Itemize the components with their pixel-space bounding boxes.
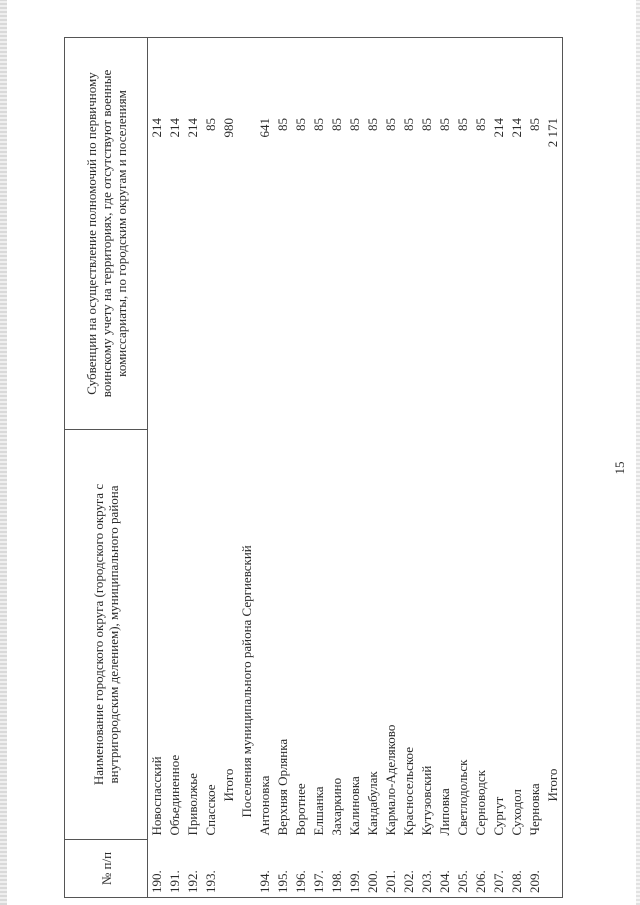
row-name: Красносельское [401,747,416,836]
row-num: 197. [310,840,328,898]
table-row [436,38,454,898]
row-value: 85 [472,38,490,430]
row-value: 85 [400,38,418,430]
row-name: Суходол [509,789,524,836]
row-value: 85 [418,38,436,430]
row-name: Итого [221,768,236,802]
row-num: 207. [490,840,508,898]
row-value: 214 [508,38,526,430]
table-body [148,38,563,898]
row-name: Серноводск [473,770,488,836]
row-name: Итого [544,430,563,840]
row-num: 191. [166,840,184,898]
header-num: № п/п [65,840,148,898]
row-num: 201. [382,840,400,898]
row-value: 85 [274,38,292,430]
row-num: 196. [292,840,310,898]
table-row [328,38,346,898]
row-name: Липовка [437,788,452,836]
row-name: Кармало-Аделяково [383,724,398,836]
table-row [400,38,418,898]
row-name: Спасское [203,784,218,836]
row-name: Объединенное [167,754,182,836]
header-name: Наименование городского округа (городского округа с внутригородским делением), муниципального района [65,430,148,840]
table-row [310,38,328,898]
row-value: 85 [526,38,544,430]
row-num: 192. [184,840,202,898]
row-value: 214 [184,38,202,430]
row-num: 203. [418,840,436,898]
row-name: Черновка [527,783,542,836]
row-name: Поселения муниципального района Сергиевский [239,545,254,818]
row-num: 190. [148,840,167,898]
row-num: 202. [400,840,418,898]
table-row [454,38,472,898]
table-row [220,38,238,898]
row-num: 200. [364,840,382,898]
row-value: 214 [490,38,508,430]
row-value: 85 [364,38,382,430]
row-value: 85 [382,38,400,430]
row-name: Кутузовский [419,765,434,836]
table-row [292,38,310,898]
row-num: 199. [346,840,364,898]
subsidy-table [64,37,563,898]
table-row [544,38,563,898]
row-name: Приволжье [185,773,200,836]
row-value: 214 [148,38,167,430]
row-name: Воротнее [293,783,308,836]
scan-edge-left [0,0,7,905]
table-row [148,38,167,898]
row-value [238,38,256,430]
row-num: 194. [256,840,274,898]
row-value: 85 [436,38,454,430]
table-row [238,38,256,898]
table-header-row [65,38,148,898]
row-num: 193. [202,840,220,898]
row-num [220,840,238,898]
row-value: 85 [454,38,472,430]
row-num: 204. [436,840,454,898]
row-value: 85 [328,38,346,430]
table-row [202,38,220,898]
table-row [490,38,508,898]
rotated-page [64,38,627,898]
row-name: Антоновка [257,775,272,836]
row-name: Новоспасский [149,756,164,836]
row-name: Калиновка [347,776,362,836]
row-value: 980 [220,38,238,430]
row-name: Захаркино [329,777,344,836]
row-name: Кандабулак [365,771,380,836]
row-name: Елшанка [311,786,326,836]
table-row [508,38,526,898]
row-num: 209. [526,840,544,898]
row-num: 206. [472,840,490,898]
table-row [256,38,274,898]
row-num: 208. [508,840,526,898]
page-number: 15 [612,461,627,475]
row-value: 641 [256,38,274,430]
scan-edge-right [636,0,640,905]
row-num [238,840,256,898]
row-value: 85 [310,38,328,430]
row-value: 2 171 [544,38,563,430]
row-value: 85 [292,38,310,430]
row-name: Верхняя Орлянка [275,738,290,836]
row-value: 85 [346,38,364,430]
row-num: 195. [274,840,292,898]
table-row [364,38,382,898]
table-row [274,38,292,898]
table-row [472,38,490,898]
row-num [544,840,563,898]
row-num: 205. [454,840,472,898]
row-name: Светлодольск [455,759,470,836]
table-row [526,38,544,898]
table-row [166,38,184,898]
row-num: 198. [328,840,346,898]
table-row [184,38,202,898]
row-name: Сургут [491,796,506,836]
table-row [418,38,436,898]
header-subsidy: Субвенции на осуществление полномочий по первичному воинскому учету на территориях, где отсутствуют военные комиссариаты, по городским округам и поселениям [65,38,148,430]
row-value: 214 [166,38,184,430]
table-row [346,38,364,898]
row-value: 85 [202,38,220,430]
table-row [382,38,400,898]
